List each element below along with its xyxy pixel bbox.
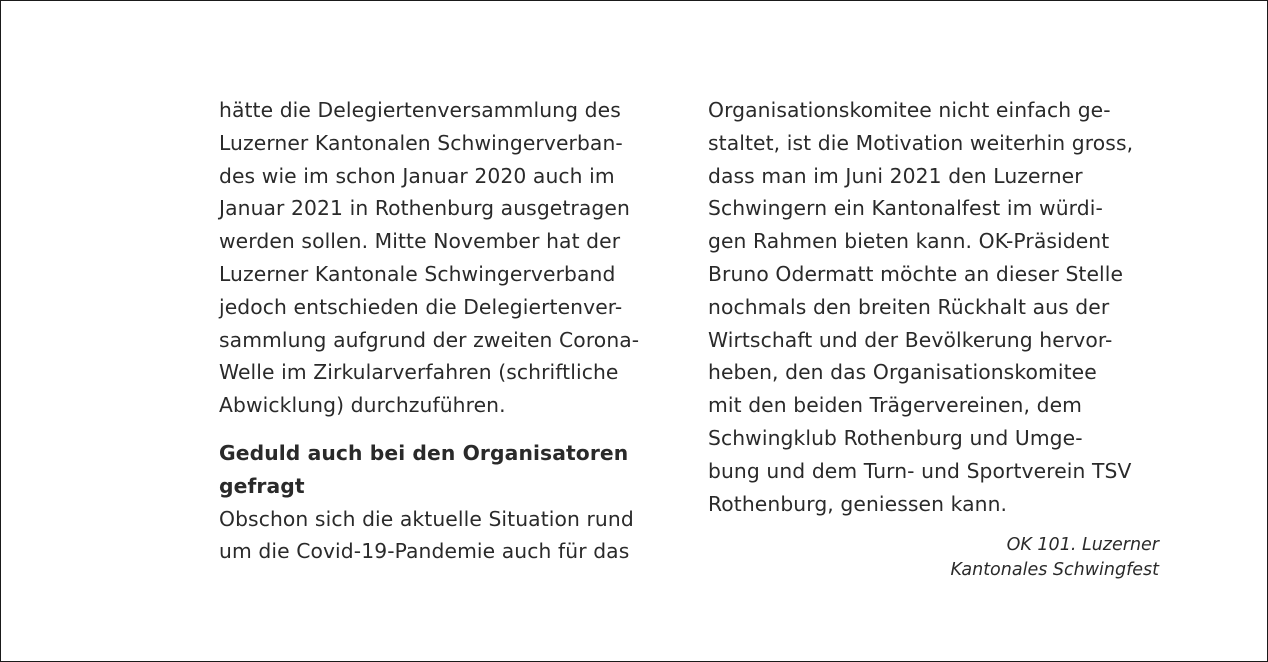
right-column — [708, 94, 1168, 520]
body-text-line: werden sollen. Mitte November hat der — [219, 229, 621, 254]
body-text-line: Organisationskomitee nicht einfach ge- — [708, 98, 1111, 122]
paragraph-gap — [219, 422, 679, 437]
body-text-line: Obschon sich die aktuelle Situation rund — [219, 506, 634, 531]
section-heading: gefragt — [219, 473, 305, 498]
body-text-line: hätte die Delegiertenversammlung des — [219, 98, 621, 122]
body-text-line: Welle im Zirkularverfahren (schriftliche — [219, 360, 619, 385]
body-text-line: Schwingklub Rothenburg und Umge- — [708, 425, 1083, 450]
body-text-line: Wirtschaft und der Bevölkerung hervor- — [708, 327, 1113, 352]
body-text-line: Luzerner Kantonalen Schwingerverban- — [219, 130, 623, 155]
section-heading: Geduld auch bei den Organisatoren — [219, 440, 629, 465]
body-text-line: Rothenburg, geniessen kann. — [708, 491, 1008, 516]
body-text-line: Januar 2021 in Rothenburg ausgetragen — [219, 196, 630, 221]
body-text-line: jedoch entschieden die Delegiertenver- — [219, 294, 623, 319]
body-text-line: Luzerner Kantonale Schwingerverband — [219, 261, 616, 286]
body-text-line: nochmals den breiten Rückhalt aus der — [708, 294, 1110, 319]
body-text-line: bung und dem Turn- und Sportverein TSV — [708, 458, 1132, 483]
signature-line: OK 101. Luzerner — [1006, 535, 1159, 555]
body-text-line: des wie im schon Januar 2020 auch im — [219, 163, 615, 188]
body-text-line: staltet, ist die Motivation weiterhin gross, — [708, 130, 1134, 155]
body-text-line: heben, den das Organisationskomitee — [708, 360, 1097, 385]
body-text-line: gen Rahmen bieten kann. OK-Präsident — [708, 229, 1110, 254]
body-text-line: Schwingern ein Kantonalfest im würdi- — [708, 196, 1103, 221]
author-signature — [708, 533, 1159, 583]
body-text-line: Bruno Odermatt möchte an dieser Stelle — [708, 261, 1124, 286]
body-text-line: mit den beiden Trägervereinen, dem — [708, 393, 1083, 418]
body-text-line: Abwicklung) durchzuführen. — [219, 393, 506, 418]
signature-line: Kantonales Schwingfest — [950, 560, 1159, 580]
body-text-line: um die Covid-19-Pandemie auch für das — [219, 539, 630, 564]
left-column — [219, 94, 679, 568]
body-text-line: sammlung aufgrund der zweiten Corona- — [219, 327, 640, 352]
body-text-line: dass man im Juni 2021 den Luzerner — [708, 163, 1083, 188]
